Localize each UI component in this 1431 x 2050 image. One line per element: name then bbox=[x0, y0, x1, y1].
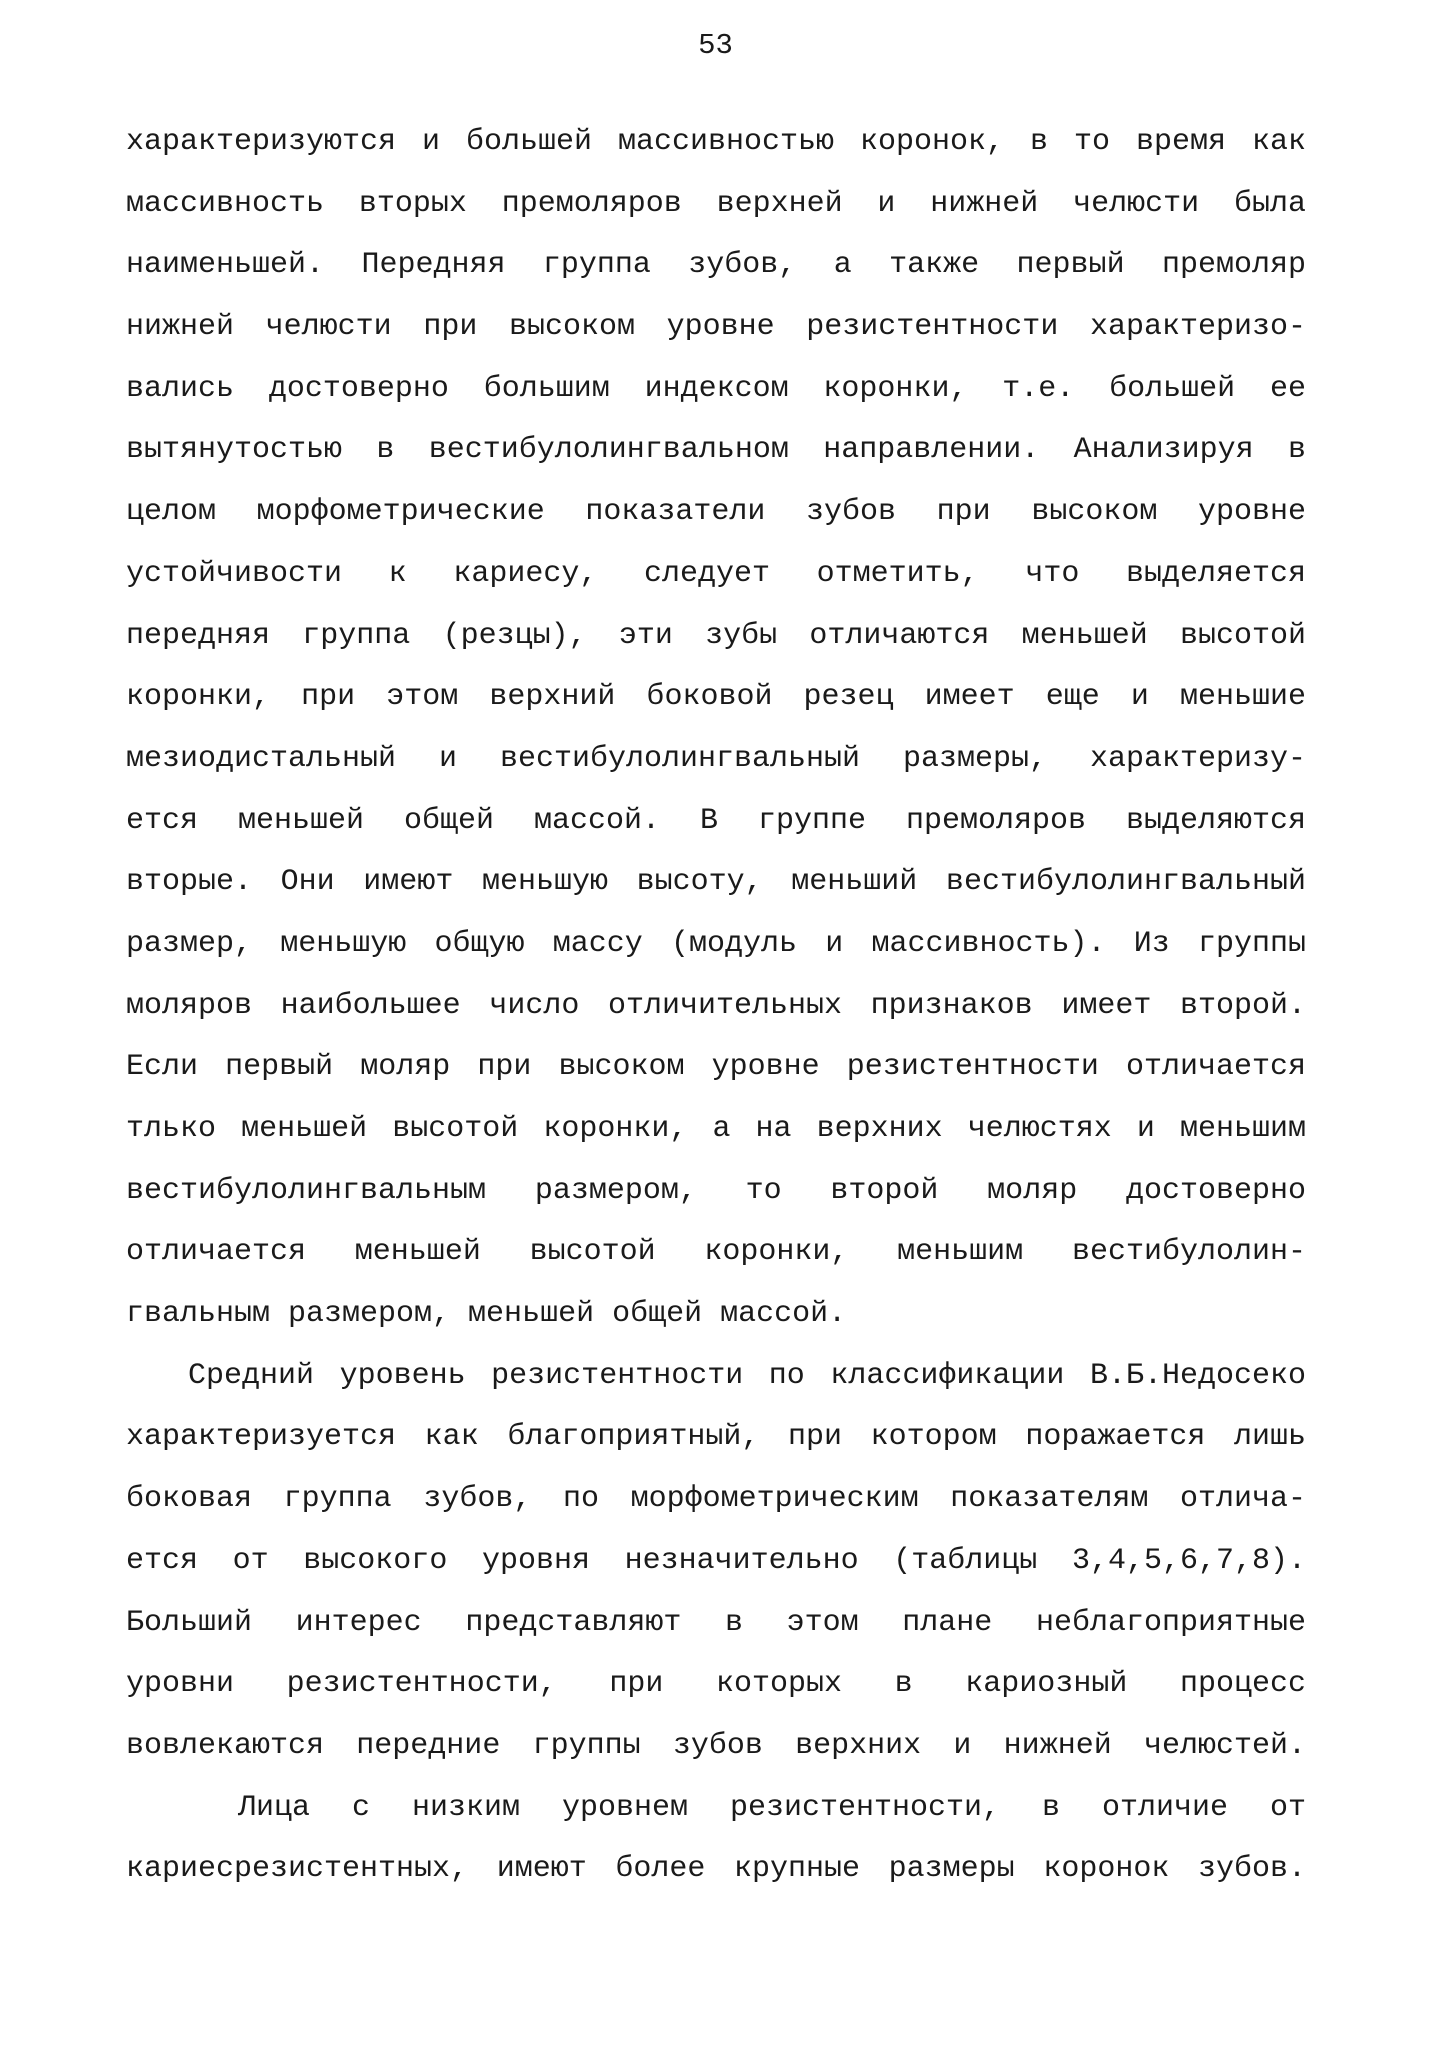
text-line: наименьшей. Передняя группа зубов, а также первый премоляр bbox=[126, 248, 1306, 283]
paragraph-3 bbox=[126, 1778, 1306, 1901]
paragraph-1 bbox=[126, 112, 1306, 1346]
text-line: Больший интерес представляют в этом плане неблагоприятные bbox=[126, 1605, 1306, 1640]
text-line: моляров наибольшее число отличительных признаков имеет второй. bbox=[126, 988, 1306, 1023]
text-line: гвальным размером, меньшей общей массой. bbox=[126, 1297, 847, 1332]
text-line: массивность вторых премоляров верхней и нижней челюсти была bbox=[126, 186, 1306, 221]
text-line: вытянутостью в вестибулолингвальном направлении. Анализируя в bbox=[126, 433, 1306, 468]
text-line: размер, меньшую общую массу (модуль и массивность). Из группы bbox=[126, 926, 1306, 961]
text-line: ется от высокого уровня незначительно (таблицы 3,4,5,6,7,8). bbox=[126, 1543, 1306, 1578]
text-line: Если первый моляр при высоком уровне резистентности отличается bbox=[126, 1050, 1306, 1085]
text-line: коронки, при этом верхний боковой резец имеет еще и меньшие bbox=[126, 680, 1306, 715]
text-line: уровни резистентности, при которых в кариозный процесс bbox=[126, 1667, 1306, 1702]
text-line: Средний уровень резистентности по классификации В.Б.Недосеко bbox=[188, 1358, 1306, 1393]
text-line: мезиодистальный и вестибулолингвальный размеры, характеризу- bbox=[126, 741, 1306, 776]
text-line: передняя группа (резцы), эти зубы отличаются меньшей высотой bbox=[126, 618, 1306, 653]
text-line: отличается меньшей высотой коронки, меньшим вестибулолин- bbox=[126, 1235, 1306, 1270]
text-line: ется меньшей общей массой. В группе премоляров выделяются bbox=[126, 803, 1306, 838]
text-line: Лица с низким уровнем резистентности, в отличие от bbox=[238, 1790, 1306, 1825]
text-line: характеризуются и большей массивностью коронок, в то время как bbox=[126, 125, 1306, 159]
document-body bbox=[126, 112, 1306, 1901]
text-line: устойчивости к кариесу, следует отметить, что выделяется bbox=[126, 556, 1306, 591]
text-line: вторые. Они имеют меньшую высоту, меньший вестибулолингвальный bbox=[126, 865, 1306, 900]
text-line: тлько меньшей высотой коронки, а на верхних челюстях и меньшим bbox=[126, 1112, 1306, 1146]
text-line: боковая группа зубов, по морфометрическим показателям отлича- bbox=[126, 1482, 1306, 1517]
text-line: целом морфометрические показатели зубов при высоком уровне bbox=[126, 495, 1306, 530]
text-line: вовлекаются передние группы зубов верхних и нижней челюстей. bbox=[126, 1728, 1306, 1763]
text-line: вестибулолингвальным размером, то второй моляр достоверно bbox=[126, 1173, 1306, 1208]
text-line: вались достоверно большим индексом коронки, т.е. большей ее bbox=[126, 371, 1306, 406]
text-line: характеризуется как благоприятный, при котором поражается лишь bbox=[126, 1420, 1306, 1455]
paragraph-2 bbox=[126, 1346, 1306, 1778]
text-line: кариесрезистентных, имеют более крупные размеры коронок зубов. bbox=[126, 1852, 1306, 1887]
text-line: нижней челюсти при высоком уровне резистентности характеризо- bbox=[126, 310, 1306, 345]
page-number: 53 bbox=[698, 29, 733, 62]
